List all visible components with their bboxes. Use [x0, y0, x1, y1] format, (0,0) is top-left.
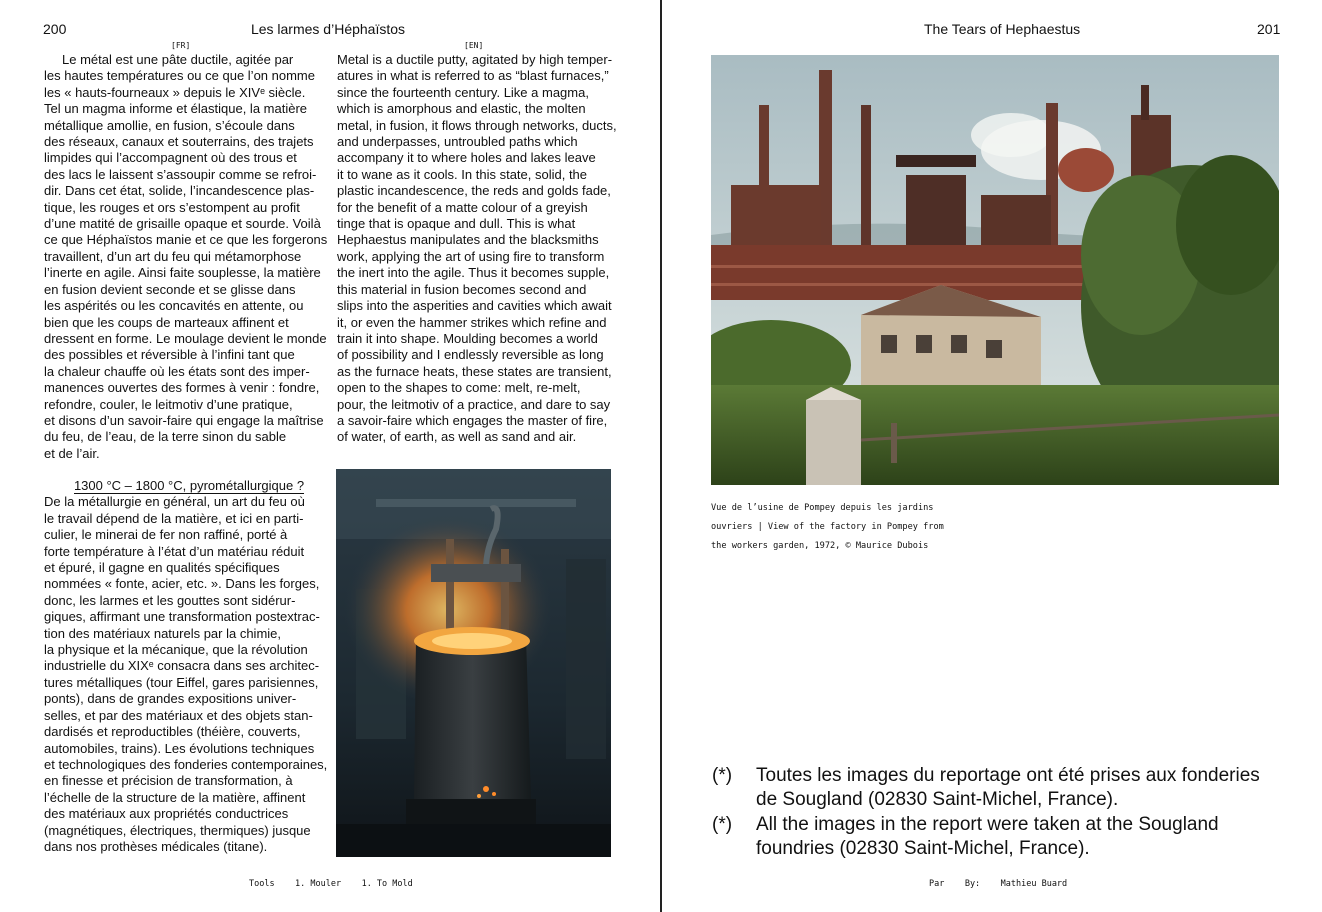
text-line: the inert into the agile. Thus it becomes supple, [337, 265, 610, 281]
text-line: métallique amollie, en fusion, s’écoule dans [44, 117, 295, 133]
text-line: of water, of earth, as well as sand and air. [337, 429, 577, 445]
footnote-mark: (*) [712, 765, 733, 786]
text-line: pour, the leitmotiv of a practice, and dare to say [337, 396, 611, 412]
text-line: as the furnace heats, these states are transient, [337, 363, 612, 379]
foundry-ladle-illustration [336, 469, 611, 857]
text-line: train it into shape. Moulding becomes a world [337, 330, 598, 346]
text-line: tinge that is opaque and dull. This is what [337, 216, 576, 232]
text-line: dir. Dans cet état, solide, l’incandescence plas- [44, 183, 315, 199]
text-line: dans nos prothèses médicales (titane). [44, 838, 268, 854]
foundry-ladle-photo [336, 469, 611, 857]
section-subheading: 1300 °C – 1800 °C, pyrométallurgique ? [73, 478, 305, 493]
text-line: en finesse et précision de transformation, à [44, 773, 293, 789]
text-line: du feu, de l’eau, de la terre sinon du sable [44, 429, 287, 445]
text-line: Hephaestus manipulates and the blacksmiths [337, 232, 599, 248]
text-line: and underpasses, untroubled paths which [337, 134, 578, 150]
text-line: et de l’air. [44, 445, 100, 461]
text-line: accompany it to where holes and lakes leave [337, 150, 596, 166]
page-number-right: 201 [1257, 21, 1281, 37]
factory-landscape-illustration [711, 55, 1279, 485]
text-line: the workers garden, 1972, © Maurice Dubois [711, 540, 929, 551]
text-line: et technologiques des fonderies contemporaines, [44, 756, 328, 772]
text-line: refondre, couler, le leitmotiv d’une pratique, [44, 396, 293, 412]
french-body-text [44, 52, 334, 462]
page-number-left: 200 [43, 21, 67, 37]
text-line: ponts), dans de grandes expositions univer- [44, 691, 297, 707]
text-line: l’inerte en agile. Ainsi faite souplesse, la matière [44, 265, 321, 281]
footnote-text: Toutes les images du reportage ont été prises aux fonderies de Sougland (02830 Saint-Michel, France). [756, 765, 1260, 810]
text-line: ce que Héphaïstos manie et ce que les forgerons [44, 232, 328, 248]
text-line: it to wane as it cools. In this state, solid, the [337, 166, 588, 182]
text-line: for the benefit of a matte colour of a greyish [337, 199, 588, 215]
text-line: it, or even the hammer strikes which refine and [337, 314, 607, 330]
photo-caption [711, 494, 944, 560]
text-line: dressent en forme. Le moulage devient le monde [44, 330, 327, 346]
footer-right: Par By: Mathieu Buard [929, 879, 1068, 889]
text-line: tures métalliques (tour Eiffel, gares parisiennes, [44, 674, 319, 690]
text-line: limpides qui l’accompagnent où des trous et [44, 150, 297, 166]
footnote-text: All the images in the report were taken at the Sougland foundries (02830 Saint-Michel, France). [756, 814, 1219, 859]
text-line: les hautes températures ou ce que l’on nomme [44, 68, 315, 84]
running-head-right: The Tears of Hephaestus [924, 21, 1081, 37]
text-line: this material in fusion becomes second and [337, 281, 587, 297]
text-line: metal, in fusion, it flows through networks, ducts, [337, 117, 617, 133]
text-line: donc, les larmes et les gouttes sont sidérur- [44, 592, 296, 608]
text-line: bien que les coups de marteaux affinent et [44, 314, 289, 330]
text-line: a savoir-faire which engages the master of fire, [337, 412, 608, 428]
text-line: les aspérités ou les concavités en attente, ou [44, 298, 304, 314]
text-line: automobiles, trains). Les évolutions techniques [44, 740, 315, 756]
text-line: industrielle du XIXᵉ consacra dans ses architec- [44, 658, 320, 674]
footnote-en [712, 813, 1272, 861]
text-line: plastic incandescence, the reds and golds fade, [337, 183, 611, 199]
text-line: of possibility and I endlessly reversible as long [337, 347, 604, 363]
text-line: nommées « fonte, acier, etc. ». Dans les forges, [44, 576, 320, 592]
text-line: et disons d’un savoir-faire qui engage la maîtrise [44, 412, 324, 428]
english-body-text [337, 52, 627, 446]
text-line: dardisés et reproductibles (théière, couverts, [44, 724, 301, 740]
text-line: des lacs le laissent s’assoupir comme se refroi- [44, 166, 317, 182]
right-page [662, 0, 1322, 912]
text-line: forte température à l’état d’un matériau réduit [44, 543, 305, 559]
text-line: Tel un magma informe et élastique, la matière [44, 101, 308, 117]
text-line: tion des matériaux naturels par la chimie, [44, 625, 282, 641]
text-line: De la métallurgie en général, un art du feu où [44, 494, 305, 510]
text-line: culier, le minerai de fer non raffiné, porté à [44, 527, 288, 543]
text-line: des matériaux aux propriétés conductrices [44, 806, 289, 822]
footer-left: Tools 1. Mouler 1. To Mold [249, 879, 413, 889]
text-line: et épuré, il gagne en qualités spécifiques [44, 560, 280, 576]
text-line: (magnétiques, électriques, thermiques) jusque [44, 822, 311, 838]
lang-marker-fr: [FR] [171, 41, 191, 50]
text-line: le travail dépend de la matière, et ici en parti- [44, 510, 304, 526]
french-section-two [44, 478, 334, 855]
text-line: since the fourteenth century. Like a magma, [337, 84, 589, 100]
text-line: open to the shapes to come: melt, re-melt, [337, 380, 581, 396]
text-line: des réseaux, canaux et souterrains, des trajets [44, 134, 314, 150]
pompey-factory-photo [711, 55, 1279, 485]
text-line: Vue de l’usine de Pompey depuis les jardins [711, 502, 934, 513]
text-line: Le métal est une pâte ductile, agitée par [62, 52, 294, 67]
text-line: tique, les rouges et ors s’estompent au profit [44, 199, 300, 215]
text-line: giques, affirmant une transformation postextrac- [44, 609, 320, 625]
text-line: which is amorphous and elastic, the molten [337, 101, 586, 117]
text-line: des possibles et réversible à l’infini tant que [44, 347, 295, 363]
lang-marker-en: [EN] [464, 41, 484, 50]
text-line: d’une matité de grisaille opaque et sourde. Voilà [44, 216, 321, 232]
text-line: la chaleur chauffe où les états sont des imper- [44, 363, 310, 379]
text-line: ouvriers | View of the factory in Pompey from [711, 521, 944, 532]
text-line: la physique et la mécanique, que la révolution [44, 642, 308, 658]
text-line: travaillent, d’un art du feu qui métamorphose [44, 248, 302, 264]
text-line: Metal is a ductile putty, agitated by high temper- [337, 52, 613, 67]
text-line: en fusion devient seconde et se glisse dans [44, 281, 296, 297]
text-line: l’échelle de la structure de la matière, affinent [44, 789, 306, 805]
text-line: manences ouvertes des formes à venir : fondre, [44, 380, 320, 396]
text-line: slips into the asperities and cavities which await [337, 298, 612, 314]
text-line: selles, et par des matériaux et des objets stan- [44, 707, 313, 723]
footnote-mark: (*) [712, 814, 733, 835]
footnote-fr [712, 764, 1272, 812]
text-line: atures in what is referred to as “blast furnaces,” [337, 68, 609, 84]
text-line: work, applying the art of using fire to transform [337, 248, 605, 264]
running-head-left: Les larmes d’Héphaïstos [250, 21, 406, 37]
text-line: les « hauts-fourneaux » depuis le XIVᵉ siècle. [44, 84, 306, 100]
